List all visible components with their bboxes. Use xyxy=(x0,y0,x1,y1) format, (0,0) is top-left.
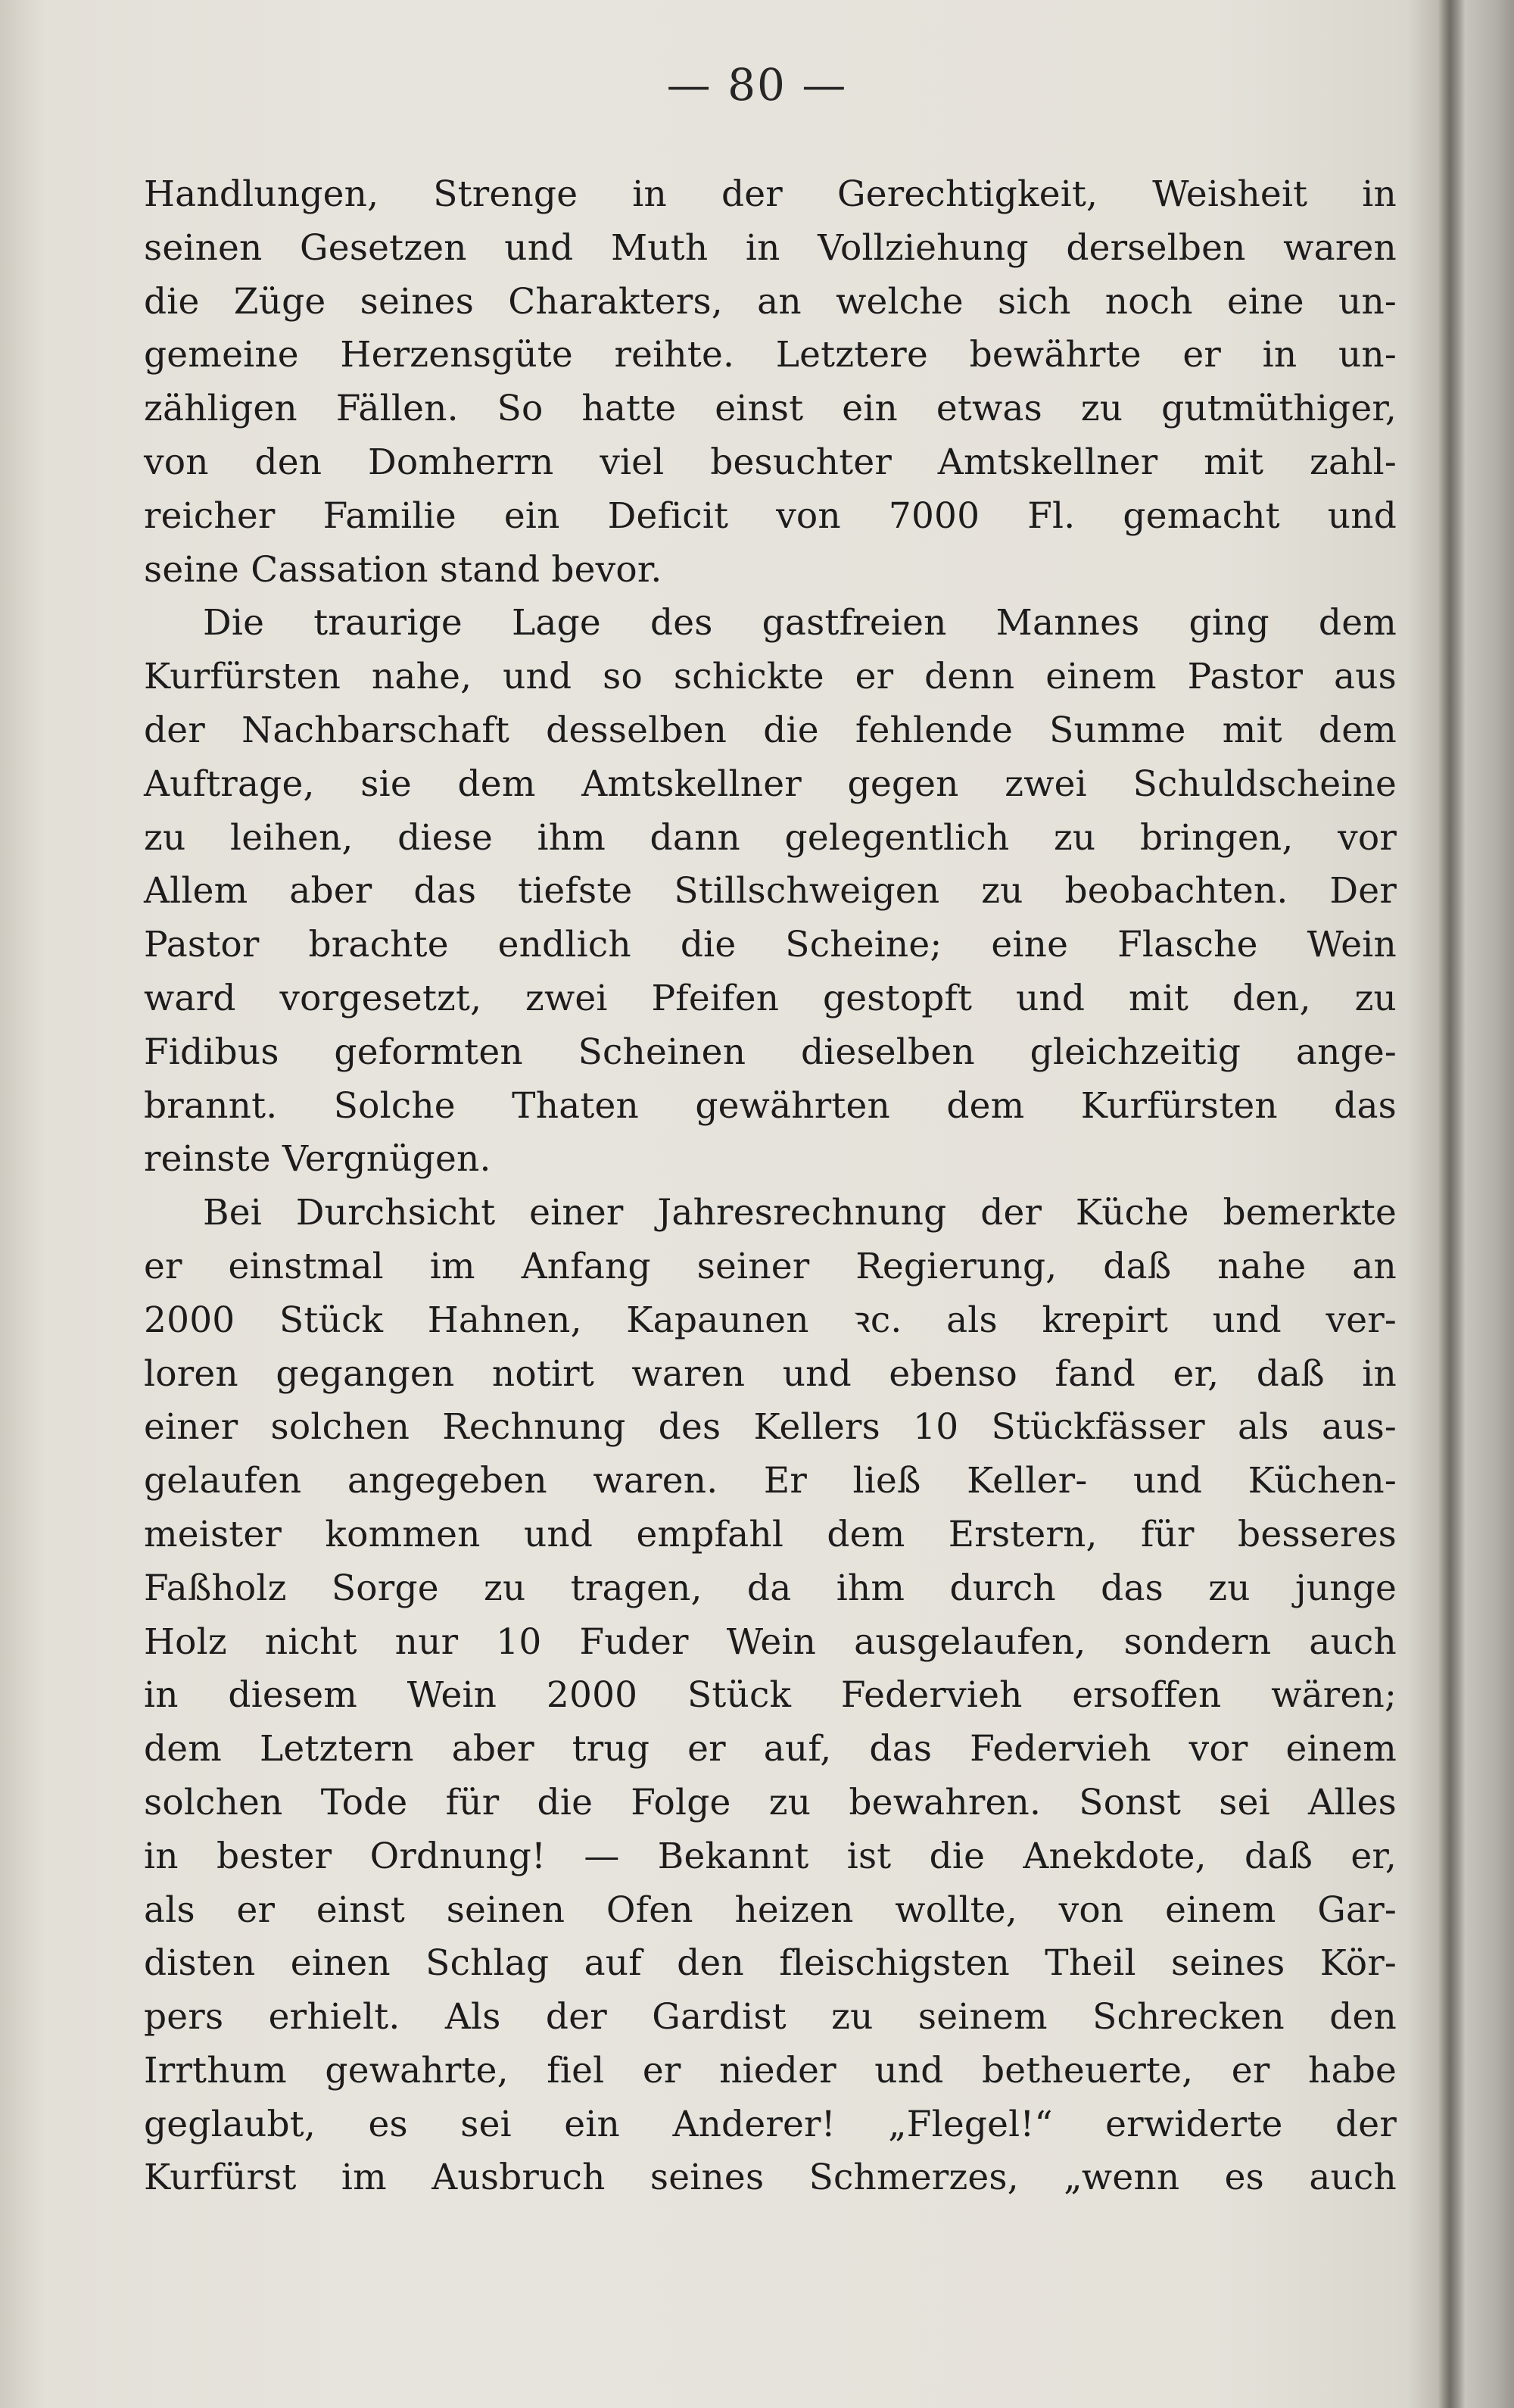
text-line: reicher Familie ein Deficit von 7000 Fl. gemacht und xyxy=(144,494,1397,537)
text-line: gemeine Herzensgüte reihte. Letztere bewährte er in un- xyxy=(144,334,1397,376)
text-line: in bester Ordnung! — Bekannt ist die Anekdote, daß er, xyxy=(144,1835,1397,1877)
text-line: ward vorgesetzt, zwei Pfeifen gestopft und mit den, zu xyxy=(144,977,1397,1019)
text-line: meister kommen und empfahl dem Erstern, für besseres xyxy=(144,1513,1397,1555)
text-line: zu leihen, diese ihm dann gelegentlich zu bringen, vor xyxy=(144,816,1397,859)
text-line: Handlungen, Strenge in der Gerechtigkeit, Weisheit in xyxy=(144,173,1397,215)
text-line: Kurfürst im Ausbruch seines Schmerzes, „wenn es auch xyxy=(144,2157,1397,2199)
text-line: als er einst seinen Ofen heizen wollte, von einem Gar- xyxy=(144,1889,1397,1931)
text-line: gelaufen angegeben waren. Er ließ Keller- und Küchen- xyxy=(144,1460,1397,1502)
text-line: zähligen Fällen. So hatte einst ein etwas zu gutmüthiger, xyxy=(144,388,1397,430)
text-line: reinste Vergnügen. xyxy=(144,1138,491,1181)
text-line: er einstmal im Anfang seiner Regierung, daß nahe an xyxy=(144,1245,1397,1287)
text-line: Fidibus geformten Scheinen dieselben gleichzeitig ange- xyxy=(144,1031,1397,1073)
text-line: Irrthum gewahrte, fiel er nieder und betheuerte, er habe xyxy=(144,2049,1397,2091)
text-line: brannt. Solche Thaten gewährten dem Kurfürsten das xyxy=(144,1084,1397,1127)
text-line: loren gegangen notirt waren und ebenso fand er, daß in xyxy=(144,1352,1397,1395)
text-line: pers erhielt. Als der Gardist zu seinem Schrecken den xyxy=(144,1996,1397,2038)
text-line: Die traurige Lage des gastfreien Mannes ging dem xyxy=(203,602,1397,644)
text-line: Faßholz Sorge zu tragen, da ihm durch das zu junge xyxy=(144,1567,1397,1609)
text-line: die Züge seines Charakters, an welche sich noch eine un- xyxy=(144,280,1397,323)
text-line: Holz nicht nur 10 Fuder Wein ausgelaufen, sondern auch xyxy=(144,1620,1397,1663)
text-line: seine Cassation stand bevor. xyxy=(144,548,662,591)
body-text xyxy=(144,168,1397,2205)
text-line: solchen Tode für die Folge zu bewahren. Sonst sei Alles xyxy=(144,1781,1397,1823)
text-line: disten einen Schlag auf den fleischigsten Theil seines Kör- xyxy=(144,1942,1397,1985)
text-line: geglaubt, es sei ein Anderer! „Flegel!“ erwiderte der xyxy=(144,2103,1397,2145)
text-line: von den Domherrn viel besuchter Amtskellner mit zahl- xyxy=(144,441,1397,483)
text-line: in diesem Wein 2000 Stück Federvieh ersoffen wären; xyxy=(144,1674,1397,1717)
text-line: Kurfürsten nahe, und so schickte er denn einem Pastor aus xyxy=(144,656,1397,698)
text-line: seinen Gesetzen und Muth in Vollziehung derselben waren xyxy=(144,226,1397,269)
text-line: 2000 Stück Hahnen, Kapaunen ꝛc. als krepirt und ver- xyxy=(144,1299,1397,1341)
page-number: — 80 — xyxy=(666,59,848,111)
text-line: dem Letztern aber trug er auf, das Federvieh vor einem xyxy=(144,1728,1397,1770)
text-line: Auftrage, sie dem Amtskellner gegen zwei Schuldscheine xyxy=(144,763,1397,805)
page-spine-shadow xyxy=(1438,0,1466,2408)
text-line: Pastor brachte endlich die Scheine; eine Flasche Wein xyxy=(144,924,1397,966)
text-line: Allem aber das tiefste Stillschweigen zu beobachten. Der xyxy=(144,870,1397,912)
text-line: Bei Durchsicht einer Jahresrechnung der Küche bemerkte xyxy=(203,1192,1397,1234)
text-line: der Nachbarschaft desselben die fehlende Summe mit dem xyxy=(144,709,1397,751)
text-line: einer solchen Rechnung des Kellers 10 Stückfässer als aus- xyxy=(144,1406,1397,1449)
